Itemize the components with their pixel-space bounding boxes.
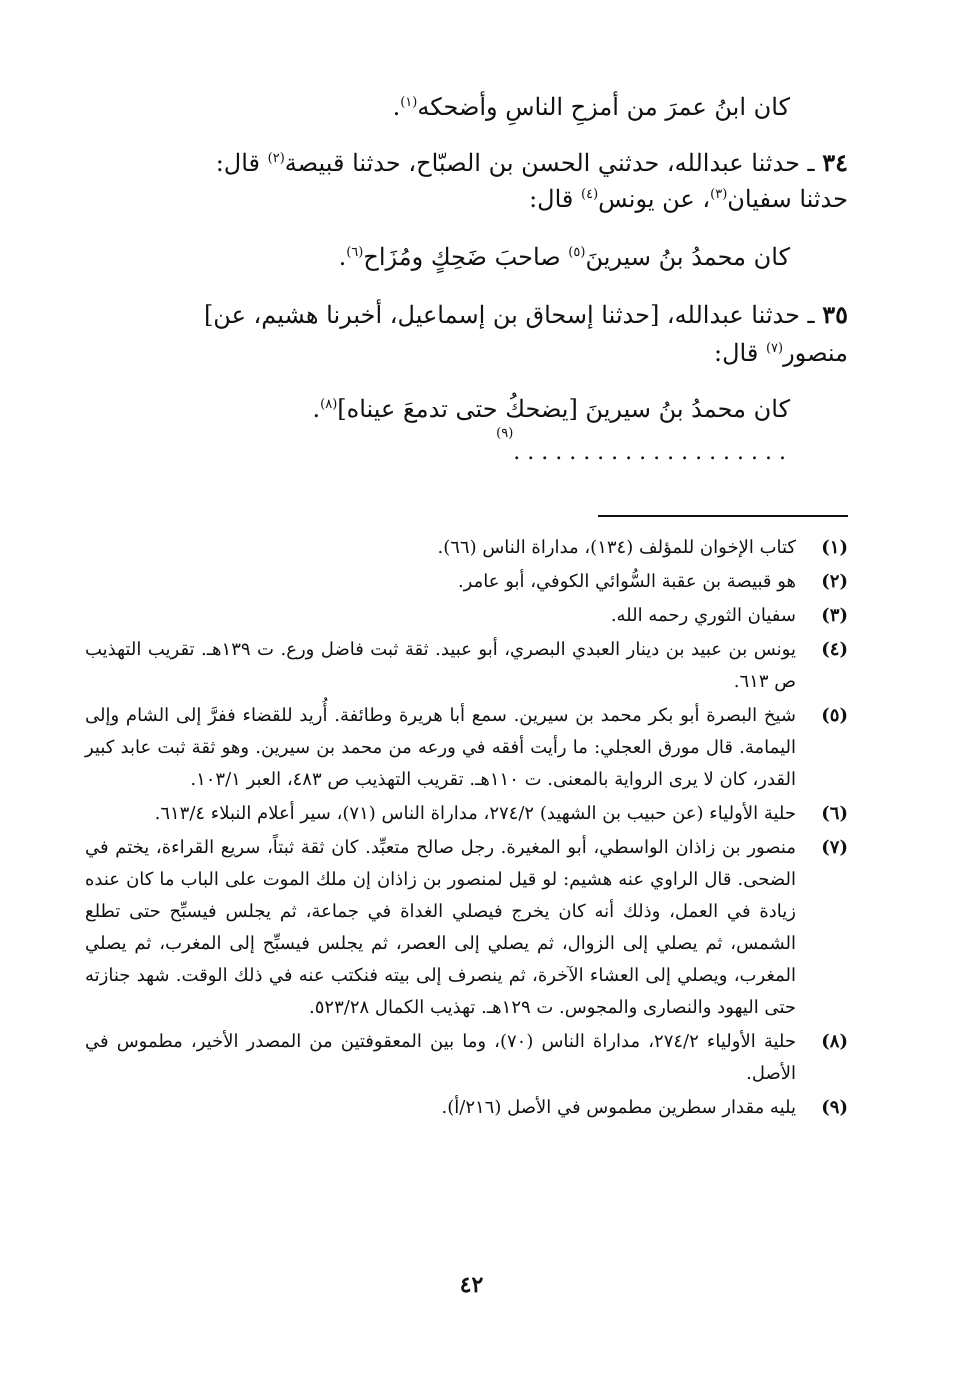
footnote-ref-3[interactable]: (٣)	[710, 187, 728, 202]
footnote-number: (٦)	[821, 803, 848, 824]
isnad-text: منصور	[783, 339, 848, 367]
page-content	[85, 70, 848, 1395]
footnote-5	[85, 700, 848, 796]
quote-text: كان محمدُ بنُ سيرينَ [يضحكُ حتى تدمعَ عيناه]	[337, 395, 790, 423]
isnad-text: ـ حدثنا عبدالله، [حدثنا إسحاق بن إسماعيل، أخبرنا هشيم، عن]	[203, 301, 823, 329]
isnad-text: قال:	[529, 185, 582, 213]
footnote-text: حلية الأولياء ٢٧٤/٢، مداراة الناس (٧٠)، وما بين المعقوفتين من المصدر الأخير، مطموس في الأصل.	[85, 1031, 796, 1084]
footnote-text: يليه مقدار سطرين مطموس في الأصل (٢١٦/أ).	[441, 1097, 796, 1118]
footnotes-section	[85, 532, 848, 1126]
isnad-text: قال:	[714, 339, 766, 367]
footnote-3	[85, 600, 848, 632]
isnad-text: حدثنا سفيان	[727, 185, 848, 213]
hadith-35-line-1	[95, 298, 848, 332]
footnote-text: يونس بن عبيد بن دينار العبدي البصري، أبو عبيد. ثقة ثبت فاضل ورع. ت ١٣٩هـ. تقريب التهذيب ص ٦١٣.	[85, 639, 796, 692]
footnote-ref-8[interactable]: (٨)	[320, 397, 338, 412]
hadith-34-line-1	[95, 146, 848, 180]
footnote-7	[85, 832, 848, 1024]
footnote-text: حلية الأولياء (عن حبيب بن الشهيد) ٢٧٤/٢، مداراة الناس (٧١)، سير أعلام النبلاء ٦١٣/٤.	[154, 803, 796, 824]
hadith-34-line-2	[95, 182, 848, 216]
footnote-number: (٣)	[821, 605, 848, 626]
footnote-number: (٤)	[821, 639, 848, 660]
isnad-text: ـ حدثنا عبدالله، حدثني الحسن بن الصبّاح، حدثنا قبيصة	[284, 149, 823, 177]
page-number: ٤٢	[459, 1272, 484, 1298]
dots-text: . . . . . . . . . . . . . . . . . . . .	[513, 440, 786, 465]
footnote-ref-2[interactable]: (٢)	[267, 151, 285, 166]
footnote-ref-6[interactable]: (٦)	[346, 245, 364, 260]
footnote-number: (٥)	[821, 705, 848, 726]
footnote-ref-4[interactable]: (٤)	[581, 187, 599, 202]
quote-text: كان ابنُ عمرَ من أمزحِ الناسِ وأضحكه	[417, 93, 790, 121]
footnote-number: (٨)	[821, 1031, 848, 1052]
footnote-ref-5[interactable]: (٥)	[568, 245, 586, 260]
footnote-number: (١)	[821, 537, 848, 558]
footnote-ref-7[interactable]: (٧)	[765, 341, 784, 356]
quote-ibn-umar: كان ابنُ عمرَ من أمزحِ الناسِ وأضحكه$^{(١)}$.	[392, 93, 790, 121]
footnote-number: (٩)	[821, 1097, 848, 1118]
quote-ibn-sirin-2: كان محمدُ بنُ سيرينَ [يضحكُ حتى تدمعَ عيناه]$^{(٨)}$.	[312, 395, 790, 423]
footnote-text: منصور بن زاذان الواسطي، أبو المغيرة. رجل صالح متعبِّد. كان ثقة ثبتاً، سريع القراءة، يختم في الضحى. قال الراوي عنه هشيم: لو قيل لمنصور بن زاذان إن ملك الموت على الباب ما كان عنده زيادة في العمل، وذلك أنه كان يخرج فيصلي الغداة في جماعة، ثم يجلس فيسبِّح حتى تطلع الشمس، ثم يصلي إلى الزوال، ثم يصلي إلى العصر، ثم يجلس فيسبِّح إلى المغرب، ثم يصلي المغرب، ويصلي إلى العشاء الآخرة، ثم ينصرف إلى بيته فنكتب عنه في ذلك الوقت. شهد جنازته حتى اليهود والنصارى والمجوس. ت ١٢٩هـ. تهذيب الكمال ٥٢٣/٢٨.	[85, 837, 797, 1018]
quote-ibn-sirin-1: كان محمدُ بنُ سيرينَ$^{(٥)}$ صاحبَ ضَحِكٍ ومُزَاح$^{(٦)}$.	[338, 243, 790, 271]
footnote-ref-1[interactable]: (١)	[400, 95, 418, 110]
footnote-6	[85, 798, 848, 830]
footnote-9	[85, 1092, 848, 1124]
hadith-number-35: ٣٥	[822, 300, 848, 329]
footnote-8	[85, 1026, 848, 1090]
isnad-text: ، عن يونس	[598, 185, 711, 213]
omission-dots	[496, 425, 786, 465]
isnad-text: قال:	[215, 149, 268, 177]
footnote-4	[85, 634, 848, 698]
footnote-number: (٧)	[821, 837, 848, 858]
hadith-35-line-2	[95, 336, 848, 370]
quote-text: صاحبَ ضَحِكٍ ومُزَاح	[363, 243, 569, 271]
footnote-number: (٢)	[821, 571, 848, 592]
footnote-text: هو قبيصة بن عقبة السُّوائي الكوفي، أبو عامر.	[457, 571, 796, 592]
quote-text: كان محمدُ بنُ سيرينَ	[585, 243, 790, 271]
footnote-1	[85, 532, 848, 564]
footnote-ref-9[interactable]: (٩)	[496, 425, 514, 441]
footnote-2	[85, 566, 848, 598]
footnote-text: شيخ البصرة أبو بكر محمد بن سيرين. سمع أبا هريرة وطائفة. أُريد للقضاء ففرَّ إلى الشام وإلى اليمامة. قال مورق العجلي: ما رأيت أفقه في ورعه من محمد بن سيرين. وهو ثقة ثبت عابد كبير القدر، كان لا يرى الرواية بالمعنى. ت ١١٠هـ. تقريب التهذيب ص ٤٨٣، العبر ١٠٣/١.	[85, 705, 796, 790]
footnote-divider	[598, 515, 848, 517]
footnote-text: سفيان الثوري رحمه الله.	[610, 605, 796, 626]
hadith-number-34: ٣٤	[822, 148, 848, 177]
footnote-text: كتاب الإخوان للمؤلف (١٣٤)، مداراة الناس (٦٦).	[437, 537, 796, 558]
